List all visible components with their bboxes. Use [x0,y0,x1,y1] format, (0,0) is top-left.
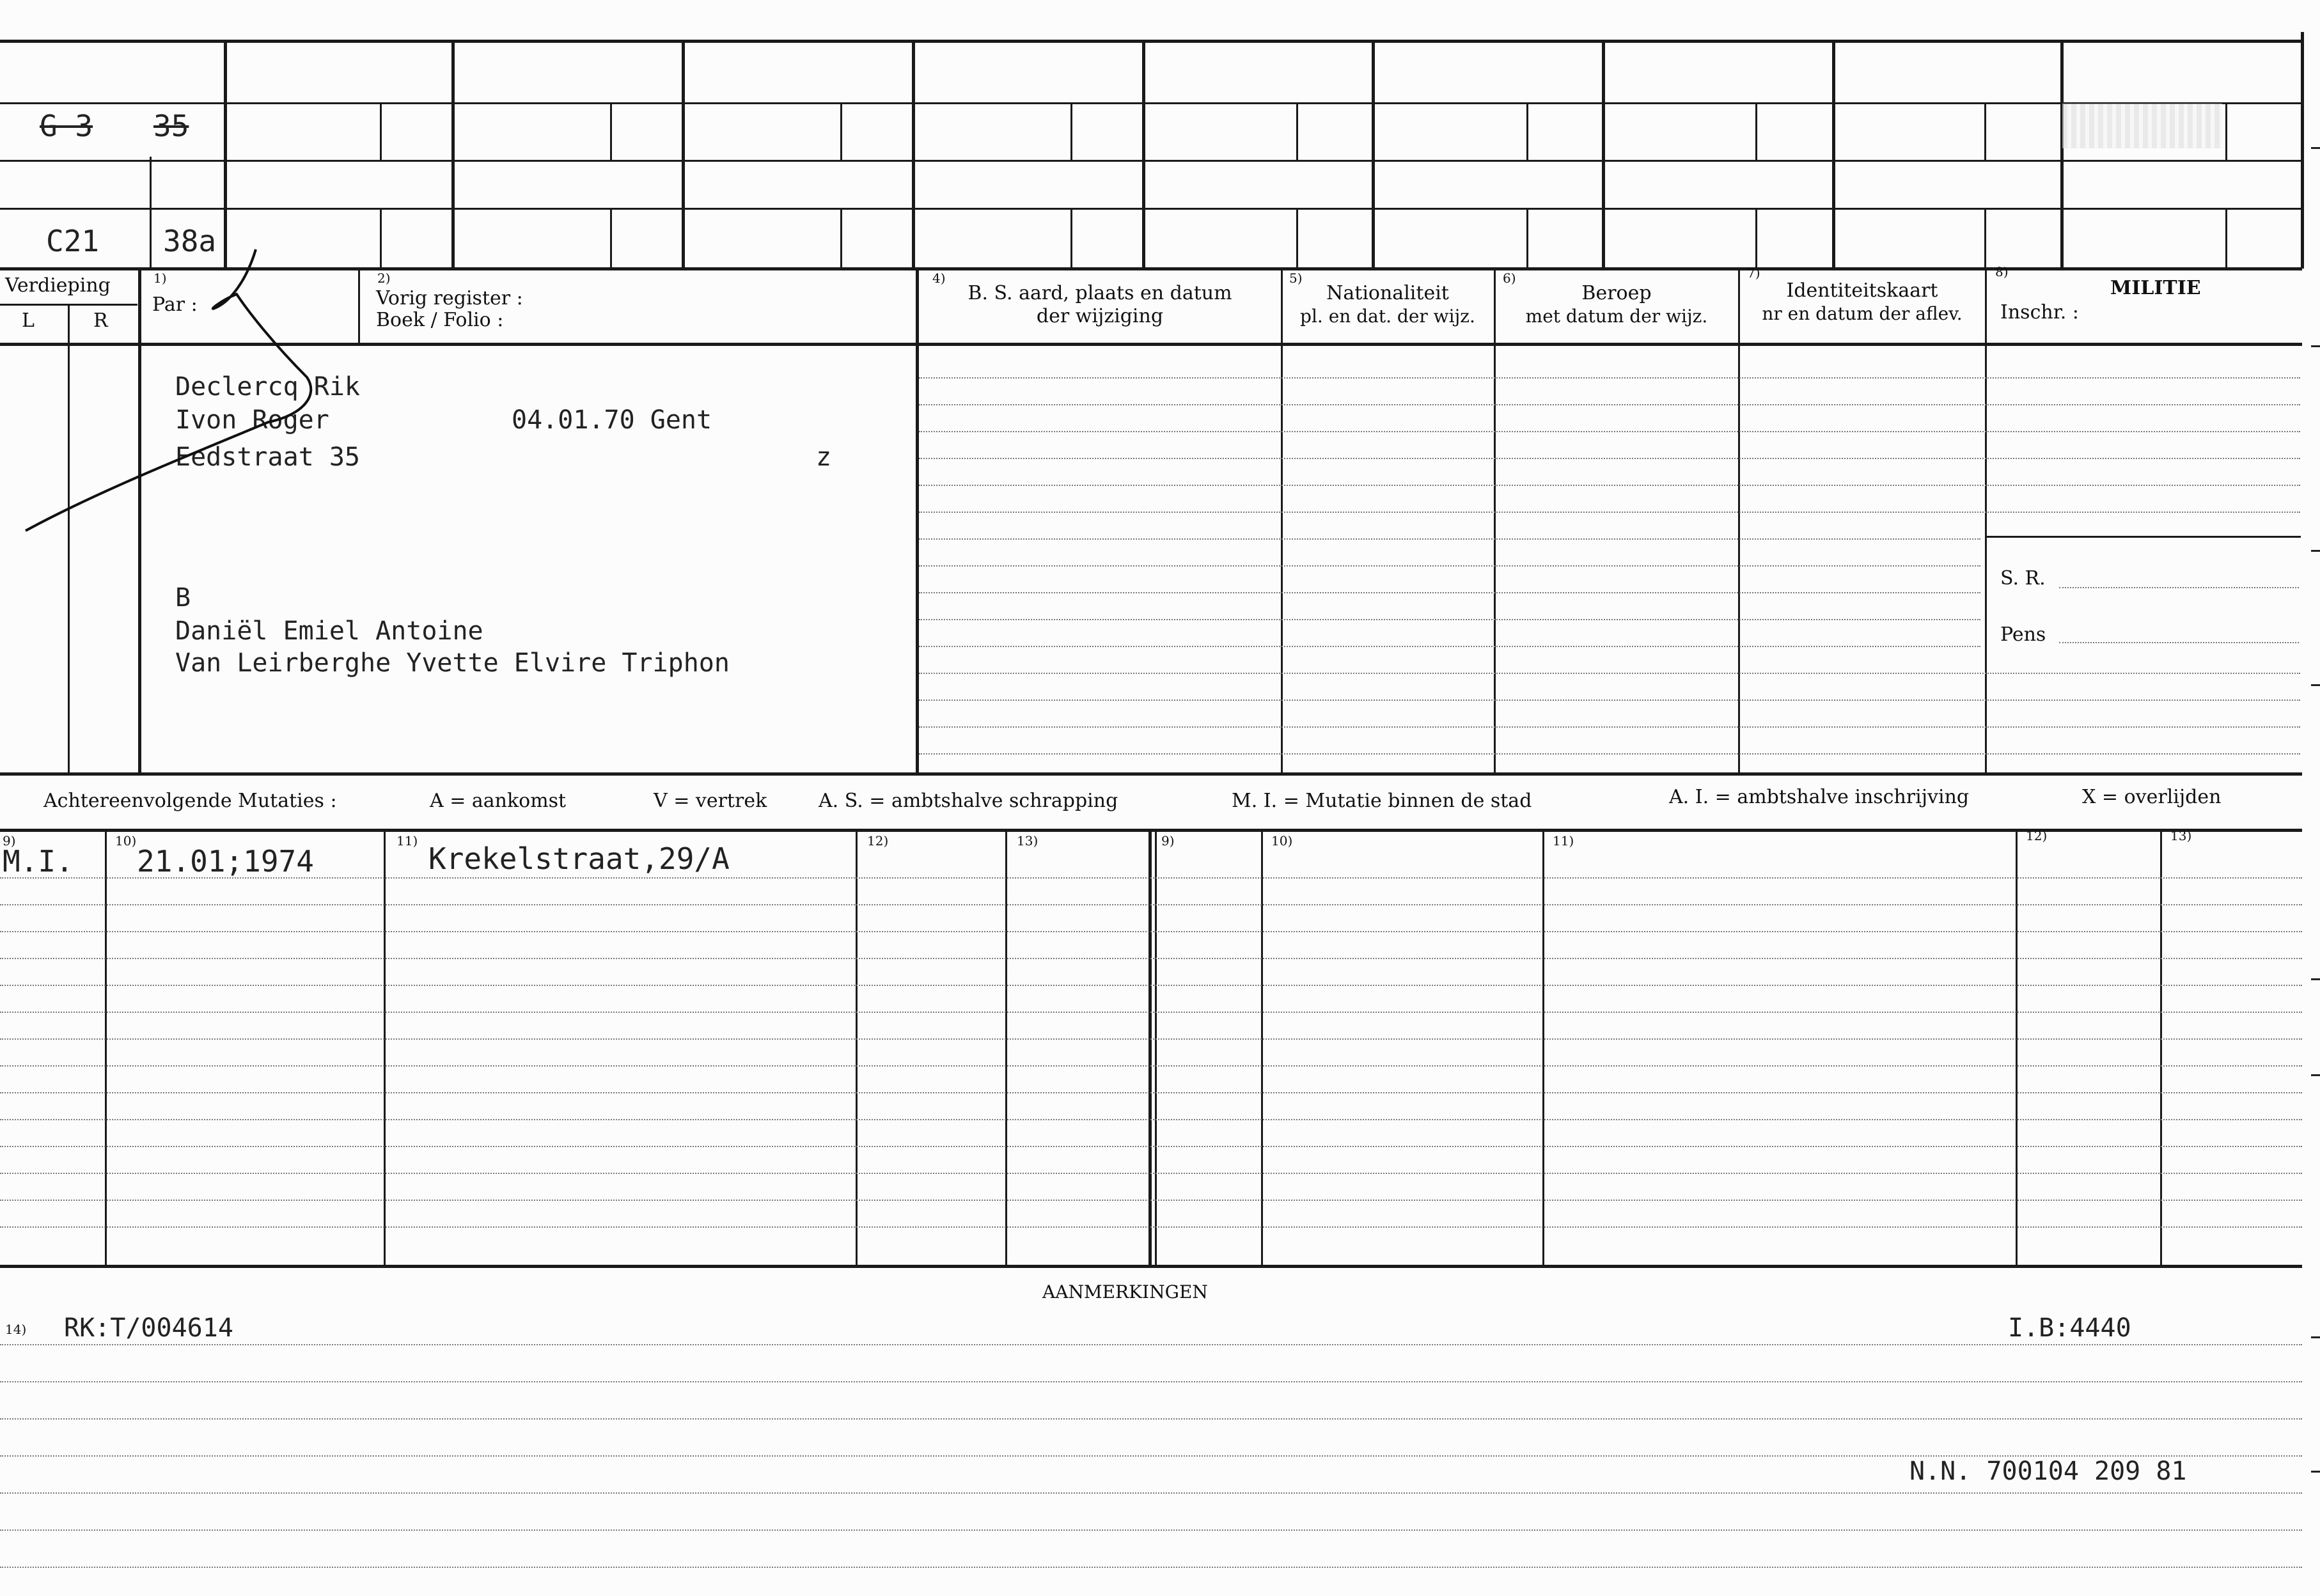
nationaliteit-line2: pl. en dat. der wijz. [1300,306,1475,327]
col7-number: 7) [1747,265,1760,281]
col5-number: 5) [1289,270,1303,286]
militie-title: MILITIE [2110,277,2201,299]
b-label: B [175,583,191,613]
faded-stamp [2062,104,2222,148]
legend-inschrijving: A. I. = ambtshalve inschrijving [1669,786,1970,808]
floor-r-label: R [93,309,108,332]
pens-label: Pens [2000,623,2046,646]
inschr-label: Inschr. : [2000,301,2079,324]
mut-col12: 12) [867,833,889,849]
col1-number: 1) [153,270,167,286]
legend-overlijden: X = overlijden [2082,786,2222,808]
mut-col13: 13) [1017,833,1039,849]
mutation-type: M.I. [3,844,74,879]
remarks-title: AANMERKINGEN [1042,1281,1208,1303]
nationaliteit-line1: Nationaliteit [1326,282,1449,304]
mut-col10b: 10) [1271,833,1293,849]
vorig-register-label: Vorig register : [376,287,523,309]
mut-col9b: 9) [1161,833,1175,849]
birth-date-place: 04.01.70 Gent [512,405,712,435]
verdieping-label: Verdieping [5,274,111,297]
par-label: Par : [152,293,198,316]
top-code-left: G 3 [40,109,93,143]
handwritten-strike [0,243,396,563]
legend-vertrek: V = vertrek [654,790,767,812]
legend-title: Achtereenvolgende Mutaties : [43,790,337,812]
col6-number: 6) [1503,270,1516,286]
sr-label: S. R. [2000,567,2046,590]
remarks-rk: RK:T/004614 [64,1313,233,1343]
mut-col13b: 13) [2170,828,2192,843]
mother-name: Van Leirberghe Yvette Elvire Triphon [175,648,730,678]
mut-col11: 11) [396,833,418,849]
mutation-date: 21.01;1974 [137,844,314,879]
col4-number: 4) [932,270,946,286]
person-line2: Ivon Roger [175,405,329,435]
boek-folio-label: Boek / Folio : [376,309,504,331]
col8-number: 8) [1995,264,2009,279]
beroep-line1: Beroep [1581,282,1652,304]
remarks-nn: N.N. 700104 209 81 [1909,1457,2187,1486]
legend-mutatie: M. I. = Mutatie binnen de stad [1232,790,1532,812]
remarks-number: 14) [5,1322,27,1337]
father-name: Daniël Emiel Antoine [175,616,483,646]
mut-col9: 9) [3,833,16,849]
legend-aankomst: A = aankomst [430,790,567,812]
person-line1: Declercq Rik [175,372,360,402]
bs-header-line2: der wijziging [1036,305,1164,327]
person-address: Eedstraat 35 [175,442,360,472]
legend-schrapping: A. S. = ambtshalve schrapping [819,790,1118,812]
handwritten-mark: z [816,442,832,472]
mut-col12b: 12) [2026,828,2048,843]
mutation-address: Krekelstraat,29/A [428,841,730,876]
house-number: 38a [163,224,217,258]
remarks-ib: I.B:4440 [2008,1313,2131,1343]
mut-col11b: 11) [1553,833,1574,849]
beroep-line2: met datum der wijz. [1525,306,1708,327]
section-code: C21 [46,224,100,258]
bs-header-line1: B. S. aard, plaats en datum [968,282,1232,304]
identiteitskaart-line2: nr en datum der aflev. [1762,303,1963,324]
top-code-right: 35 [153,109,189,143]
col2-number: 2) [377,270,391,286]
identiteitskaart-line1: Identiteitskaart [1786,279,1938,302]
mut-col10: 10) [115,833,137,849]
floor-l-label: L [22,309,35,332]
